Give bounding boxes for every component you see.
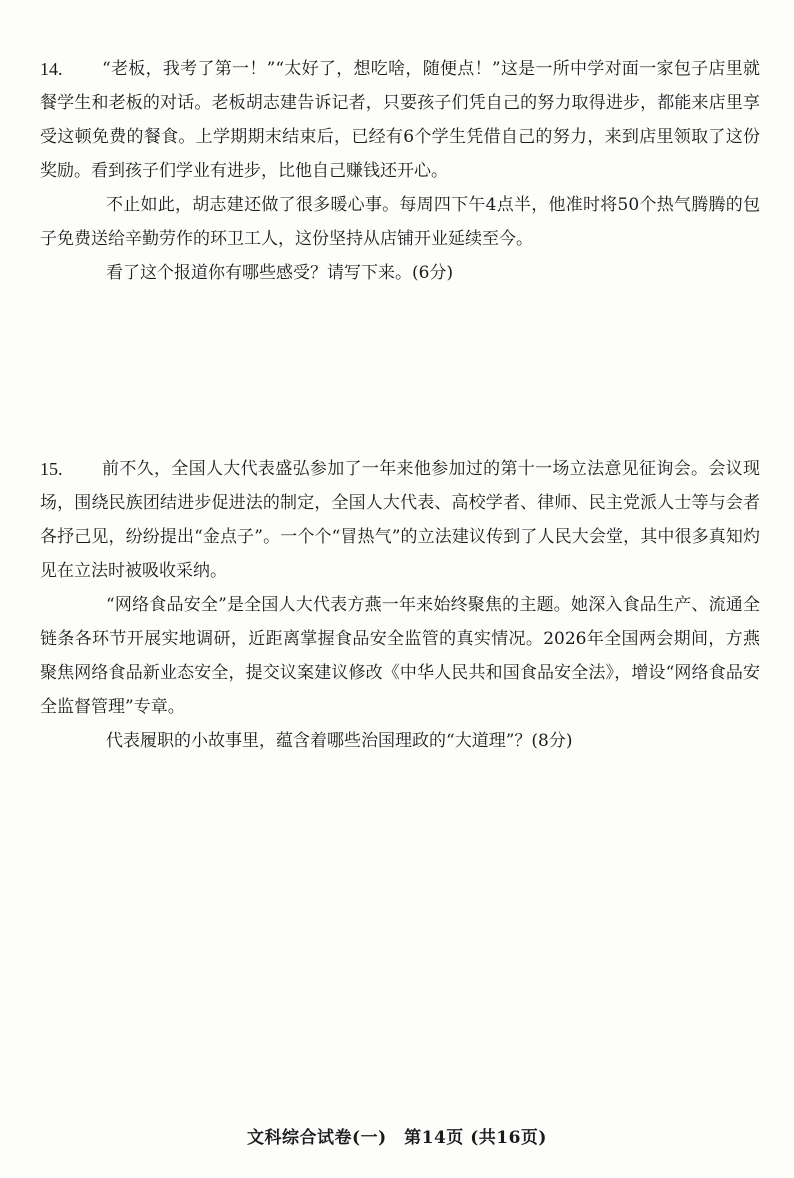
question-14 [40,52,760,290]
page-footer: 文科综合试卷(一) 第14页 (共16页) [247,1128,547,1148]
question-number: 15. [40,459,63,479]
question-paragraph: 前不久，全国人大代表盛弘参加了一年来他参加过的第十一场立法意见征询会。会议现场，围绕民族团结进步促进法的制定，全国人大代表、高校学者、律师、民主党派人士等与会者各抒己见，纷纷提出“金点子”。一个个“冒热气”的立法建议传到了人民大会堂，其中很多真知灼见在立法时被吸收采纳。 [40,459,760,581]
question-15 [40,452,760,758]
question-number: 14. [40,59,63,79]
question-paragraph: 不止如此，胡志建还做了很多暖心事。每周四下午4点半，他准时将50个热气腾腾的包子免费送给辛勤劳作的环卫工人，这份坚持从店铺开业延续至今。 [40,195,760,249]
question-paragraph: “网络食品安全”是全国人大代表方燕一年来始终聚焦的主题。她深入食品生产、流通全链条各环节开展实地调研，近距离掌握食品安全监管的真实情况。2026年全国两会期间，方燕聚焦网络食品新业态安全，提交议案建议修改《中华人民共和国食品安全法》，增设“网络食品安全监督管理”专章。 [40,595,760,717]
question-prompt: 代表履职的小故事里，蕴含着哪些治国理政的“大道理”？(8分) [106,731,573,751]
question-prompt: 看了这个报道你有哪些感受？请写下来。(6分) [106,263,454,283]
question-paragraph: “老板，我考了第一！”“太好了，想吃啥，随便点！”这是一所中学对面一家包子店里就餐学生和老板的对话。老板胡志建告诉记者，只要孩子们凭自己的努力取得进步，都能来店里享受这顿免费的餐食。上学期期末结束后，已经有6个学生凭借自己的努力，来到店里领取了这份奖励。看到孩子们学业有进步，比他自己赚钱还开心。 [40,59,760,181]
